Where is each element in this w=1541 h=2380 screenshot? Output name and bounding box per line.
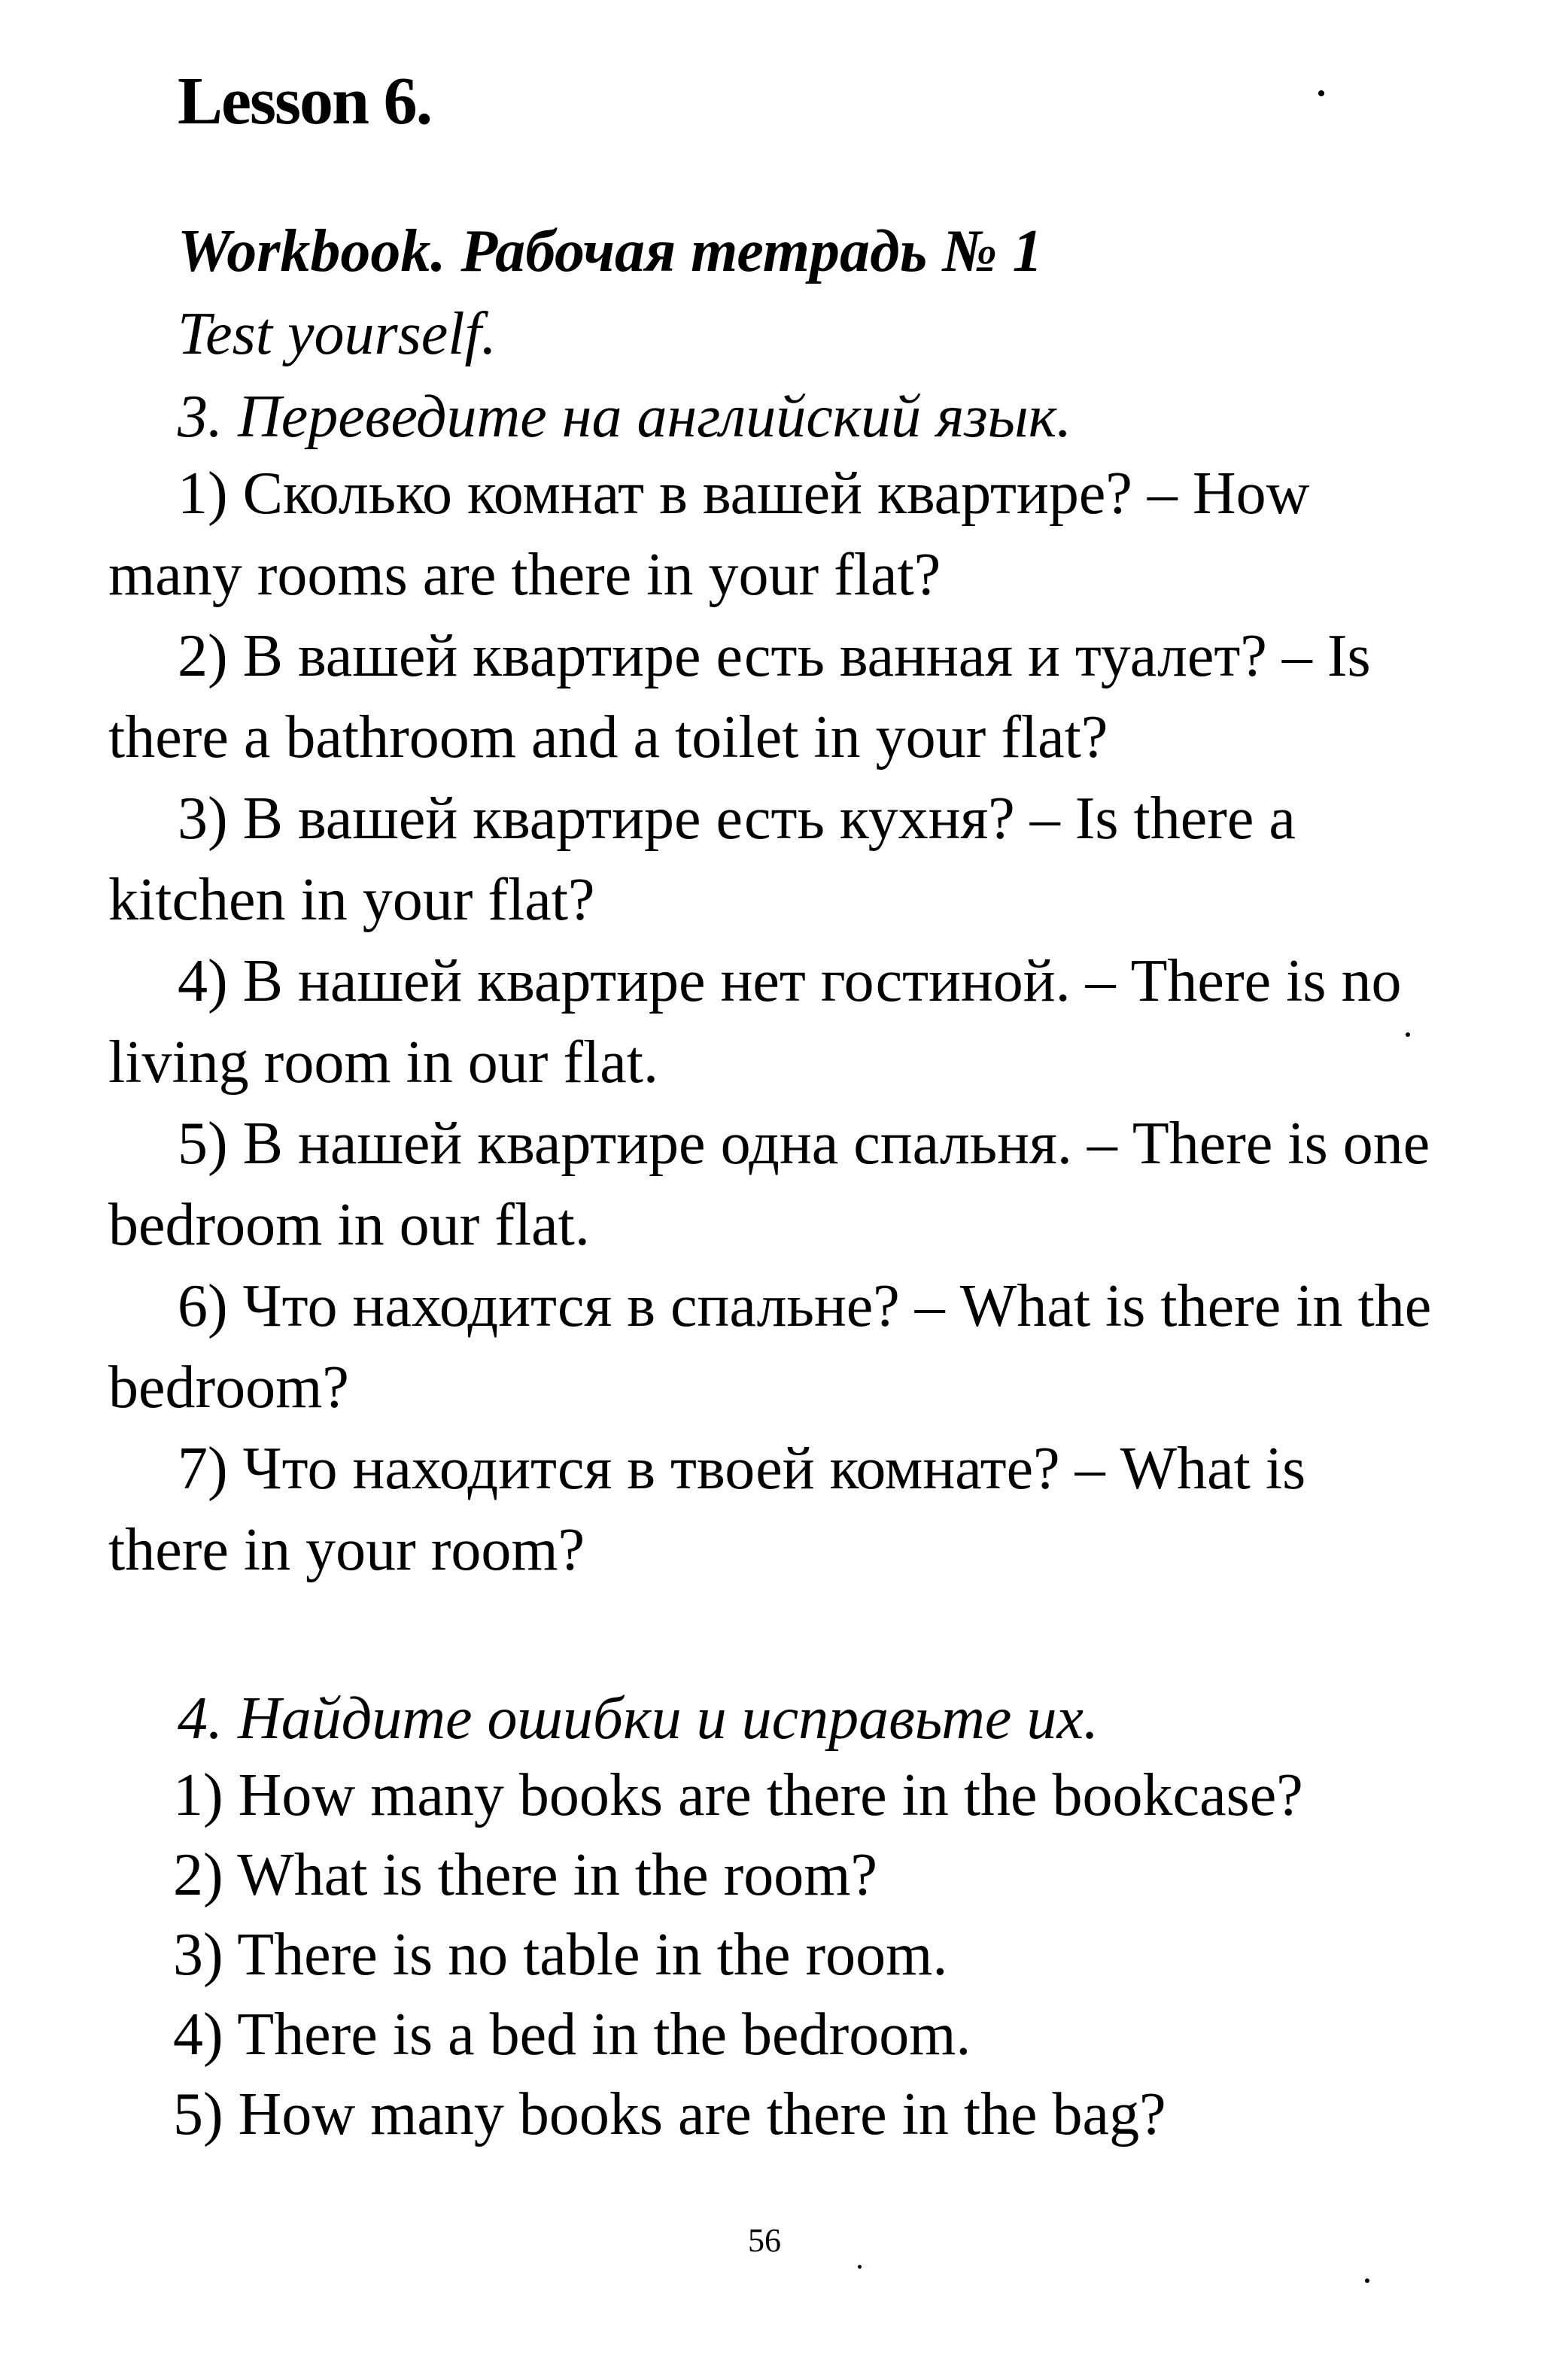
- task4-item: 2) What is there in the room?: [173, 1842, 878, 1908]
- task3-list: [108, 453, 1433, 1591]
- task3-item: 3) В вашей квартире есть кухня? – Is there a kitchen in your flat?: [108, 786, 1296, 933]
- scan-speck: [1318, 90, 1324, 96]
- lesson-title: Lesson 6.: [178, 64, 432, 138]
- task3-item: 5) В нашей квартире одна спальня. – There is one bedroom in our flat.: [108, 1111, 1430, 1258]
- scan-speck: [1406, 1032, 1410, 1037]
- page-number: 56: [748, 2222, 781, 2259]
- task4-item: 4) There is a bed in the bedroom.: [173, 2002, 971, 2068]
- task3-item: 2) В вашей квартире есть ванная и туалет? – Is there a bathroom and a toilet in your flat?: [108, 623, 1371, 771]
- workbook-heading: Workbook. Рабочая тетрадь № 1: [178, 218, 1043, 284]
- task4-instruction: 4. Найдите ошибки и исправьте их.: [178, 1685, 1099, 1752]
- scan-speck: [858, 2265, 862, 2269]
- task3-item: 1) Сколько комнат в вашей квартире? – How many rooms are there in your flat?: [108, 460, 1310, 608]
- test-yourself-heading: Test yourself.: [178, 301, 497, 367]
- task4-item: 1) How many books are there in the bookcase?: [173, 1762, 1303, 1828]
- task3-item: 4) В нашей квартире нет гостиной. – There is no living room in our flat.: [108, 948, 1402, 1096]
- task3-item: 7) Что находится в твоей комнате? – What is there in your room?: [108, 1436, 1306, 1583]
- task4-item: 5) How many books are there in the bag?: [173, 2081, 1166, 2147]
- task4-item: 3) There is no table in the room.: [173, 1922, 948, 1988]
- task3-instruction: 3. Переведите на английский язык.: [178, 384, 1072, 450]
- task3-item: 6) Что находится в спальне? – What is there in the bedroom?: [108, 1273, 1432, 1421]
- scan-speck: [1365, 2278, 1369, 2283]
